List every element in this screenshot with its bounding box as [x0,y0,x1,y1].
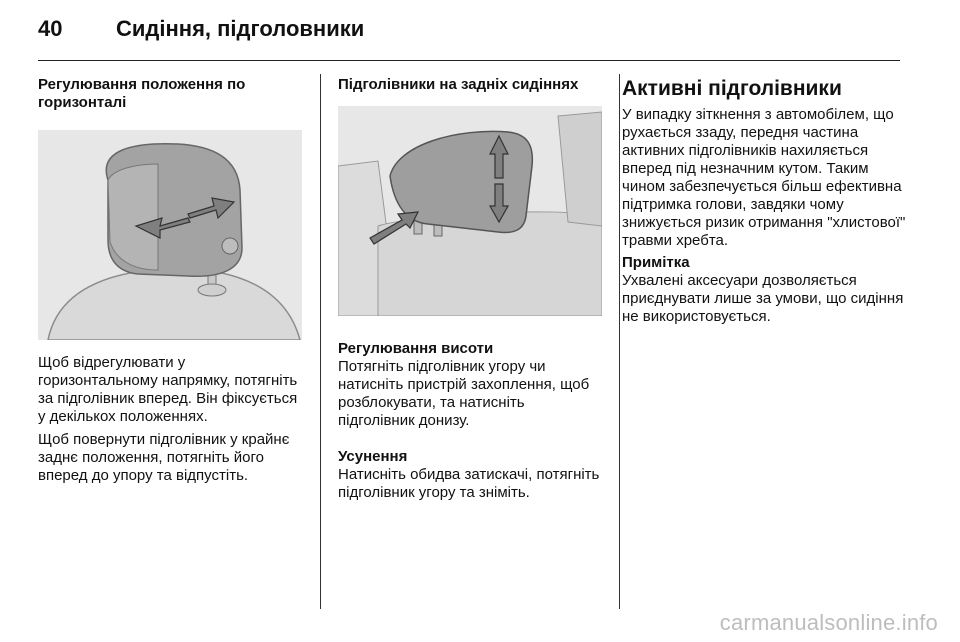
note-text: Ухвалені аксесуари дозволяється приєднувати лише за умови, що сидіння не використовується. [622,272,904,325]
column-rear-headrests [338,76,604,502]
note [622,254,910,326]
section-heading: Підголівники на задніх сидіннях [338,76,579,93]
note-heading: Примітка [622,254,690,271]
section-heading: Активні підголівники [622,77,842,100]
paragraph: Натисніть обидва затискачі, потягніть підголівник угору та зніміть. [338,466,600,501]
page-header [38,16,364,48]
column-divider [619,74,620,609]
headrest-horizontal-adjustment-illustration [38,130,302,340]
paragraph: Щоб повернути підголівник у крайнє заднє положення, потягніть його вперед до упору та відпустіть. [38,431,290,484]
paragraph: Потягніть підголівник угору чи натисніть пристрій захоплення, щоб розблокувати, та натисніть підголівник донизу. [338,358,590,429]
header-divider [38,60,900,61]
column-active-headrests [622,76,910,326]
page-title: Сидіння, підголовники [116,16,365,41]
column-horizontal-adjustment [38,76,306,485]
page-number: 40 [38,16,63,41]
subsection-heading: Регулювання висоти [338,340,494,357]
section-heading: Регулювання положення по горизонталі [38,76,246,111]
paragraph: Щоб відрегулювати у горизонтальному напрямку, потягніть за підголівник вперед. Він фіксується у декількох положеннях. [38,354,298,425]
paragraph: У випадку зіткнення з автомобілем, що рухається ззаду, передня частина активних підголівників нахиляється вперед під незначним кутом. Таким чином забезпечується більш ефективна підтримка голови, завдяки чому знижується ризик отримання "хлистової" травми хребта. [622,106,906,249]
subsection-heading: Усунення [338,448,408,465]
watermark: carmanualsonline.info [719,610,938,635]
column-divider [320,74,321,609]
rear-headrest-height-adjustment-illustration [338,106,602,316]
